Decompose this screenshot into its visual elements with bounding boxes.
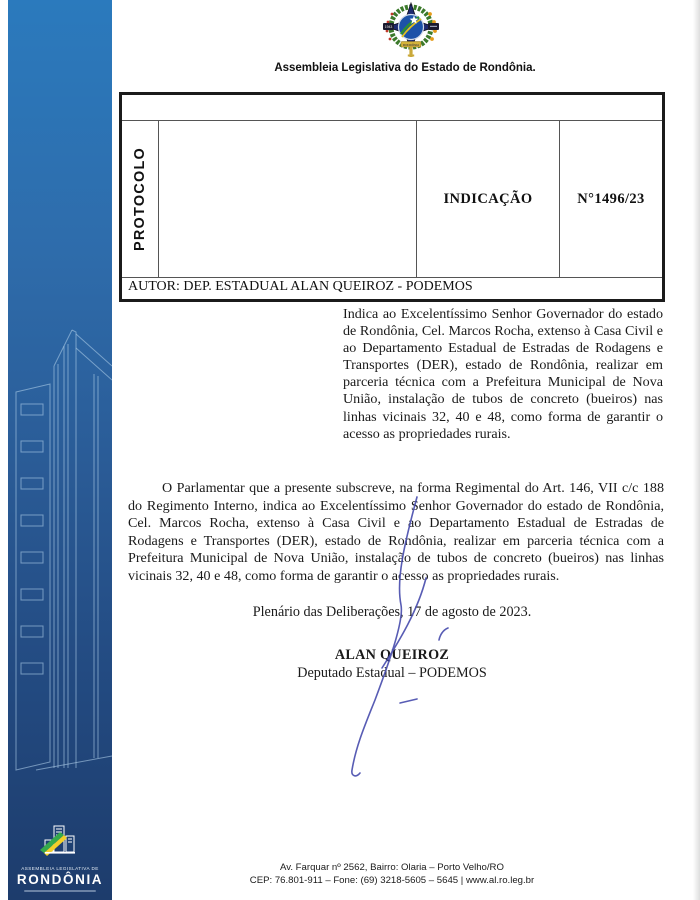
footer-address [118,862,666,887]
assembleia-building-icon [37,823,83,859]
protocol-main-row [122,121,662,277]
building-lineart-icon [8,318,112,778]
protocolo-label: PROTOCOLO [132,147,148,251]
rondonia-coat-of-arms-icon [367,1,455,58]
ementa-paragraph: Indica ao Excelentíssimo Senhor Governador do estado de Rondônia, Cel. Marcos Rocha, extenso à Casa Civil e ao Departamento Estadual de Estradas de Rodagens e Transportes (DER), estado de Rondônia, realizar em parceria técnica com a Prefeitura Municipal de Nova União, instalação de tubos de concreto (bueiros) nas linhas vicinais 32, 40 e 48, como forma de garantir o acesso as propriedades rurais. [343,306,663,442]
protocol-empty-row [122,95,662,121]
document-type-cell [417,121,560,277]
assembleia-logo [8,823,112,893]
place-date-line: Plenário das Deliberações, 17 de agosto de 2023. [252,604,532,620]
document-number: N°1496/23 [577,190,645,207]
signer-role: Deputado Estadual – PODEMOS [297,665,487,681]
main-paragraph: O Parlamentar que a presente subscreve, na forma Regimental do Art. 146, VII c/c 188 do Regimento Interno, indica ao Excelentíssimo Senhor Governador do estado de Rondônia, Cel. Marcos Rocha, extenso à Casa Civil e ao Departamento Estadual de Estradas de Rodagens e Transportes (DER), estado de Rondônia, realizar em parceria técnica com a Prefeitura Municipal de Nova União, instalação de tubos de concreto (bueiros) nas linhas vicinais 32, 40 e 48, como forma de garantir o acesso as propriedades rurais. [128,480,664,584]
emblem-banner-text: RONDÔNIA [402,42,420,47]
emblem-left-ribbon-year: 1943 [384,25,393,30]
protocol-stamp-area [159,121,417,277]
author-row: AUTOR: DEP. ESTADUAL ALAN QUEIROZ - PODEMOS [122,277,662,299]
protocol-table [119,92,665,302]
logo-name: RONDÔNIA [16,871,104,887]
footer-line1: Av. Farquar nº 2562, Bairro: Olaria – Porto Velho/RO [280,862,504,873]
signer-name: ALAN QUEIROZ [334,647,450,663]
logo-top-line: ASSEMBLEIA LEGISLATIVA DE [21,865,99,871]
institution-title: Assembleia Legislativa do Estado de Rondônia. [274,62,536,74]
left-blue-strip [8,0,112,900]
signature-block [118,647,666,682]
document-type: INDICAÇÃO [443,190,533,207]
document-number-cell [560,121,662,277]
protocolo-cell [122,121,159,277]
scan-edge-shadow [693,0,700,900]
footer-line2: CEP: 76.801-911 – Fone: (69) 3218-5605 – 5645 | www.al.ro.leg.br [249,874,535,886]
logo-tagline-bar [24,890,96,893]
